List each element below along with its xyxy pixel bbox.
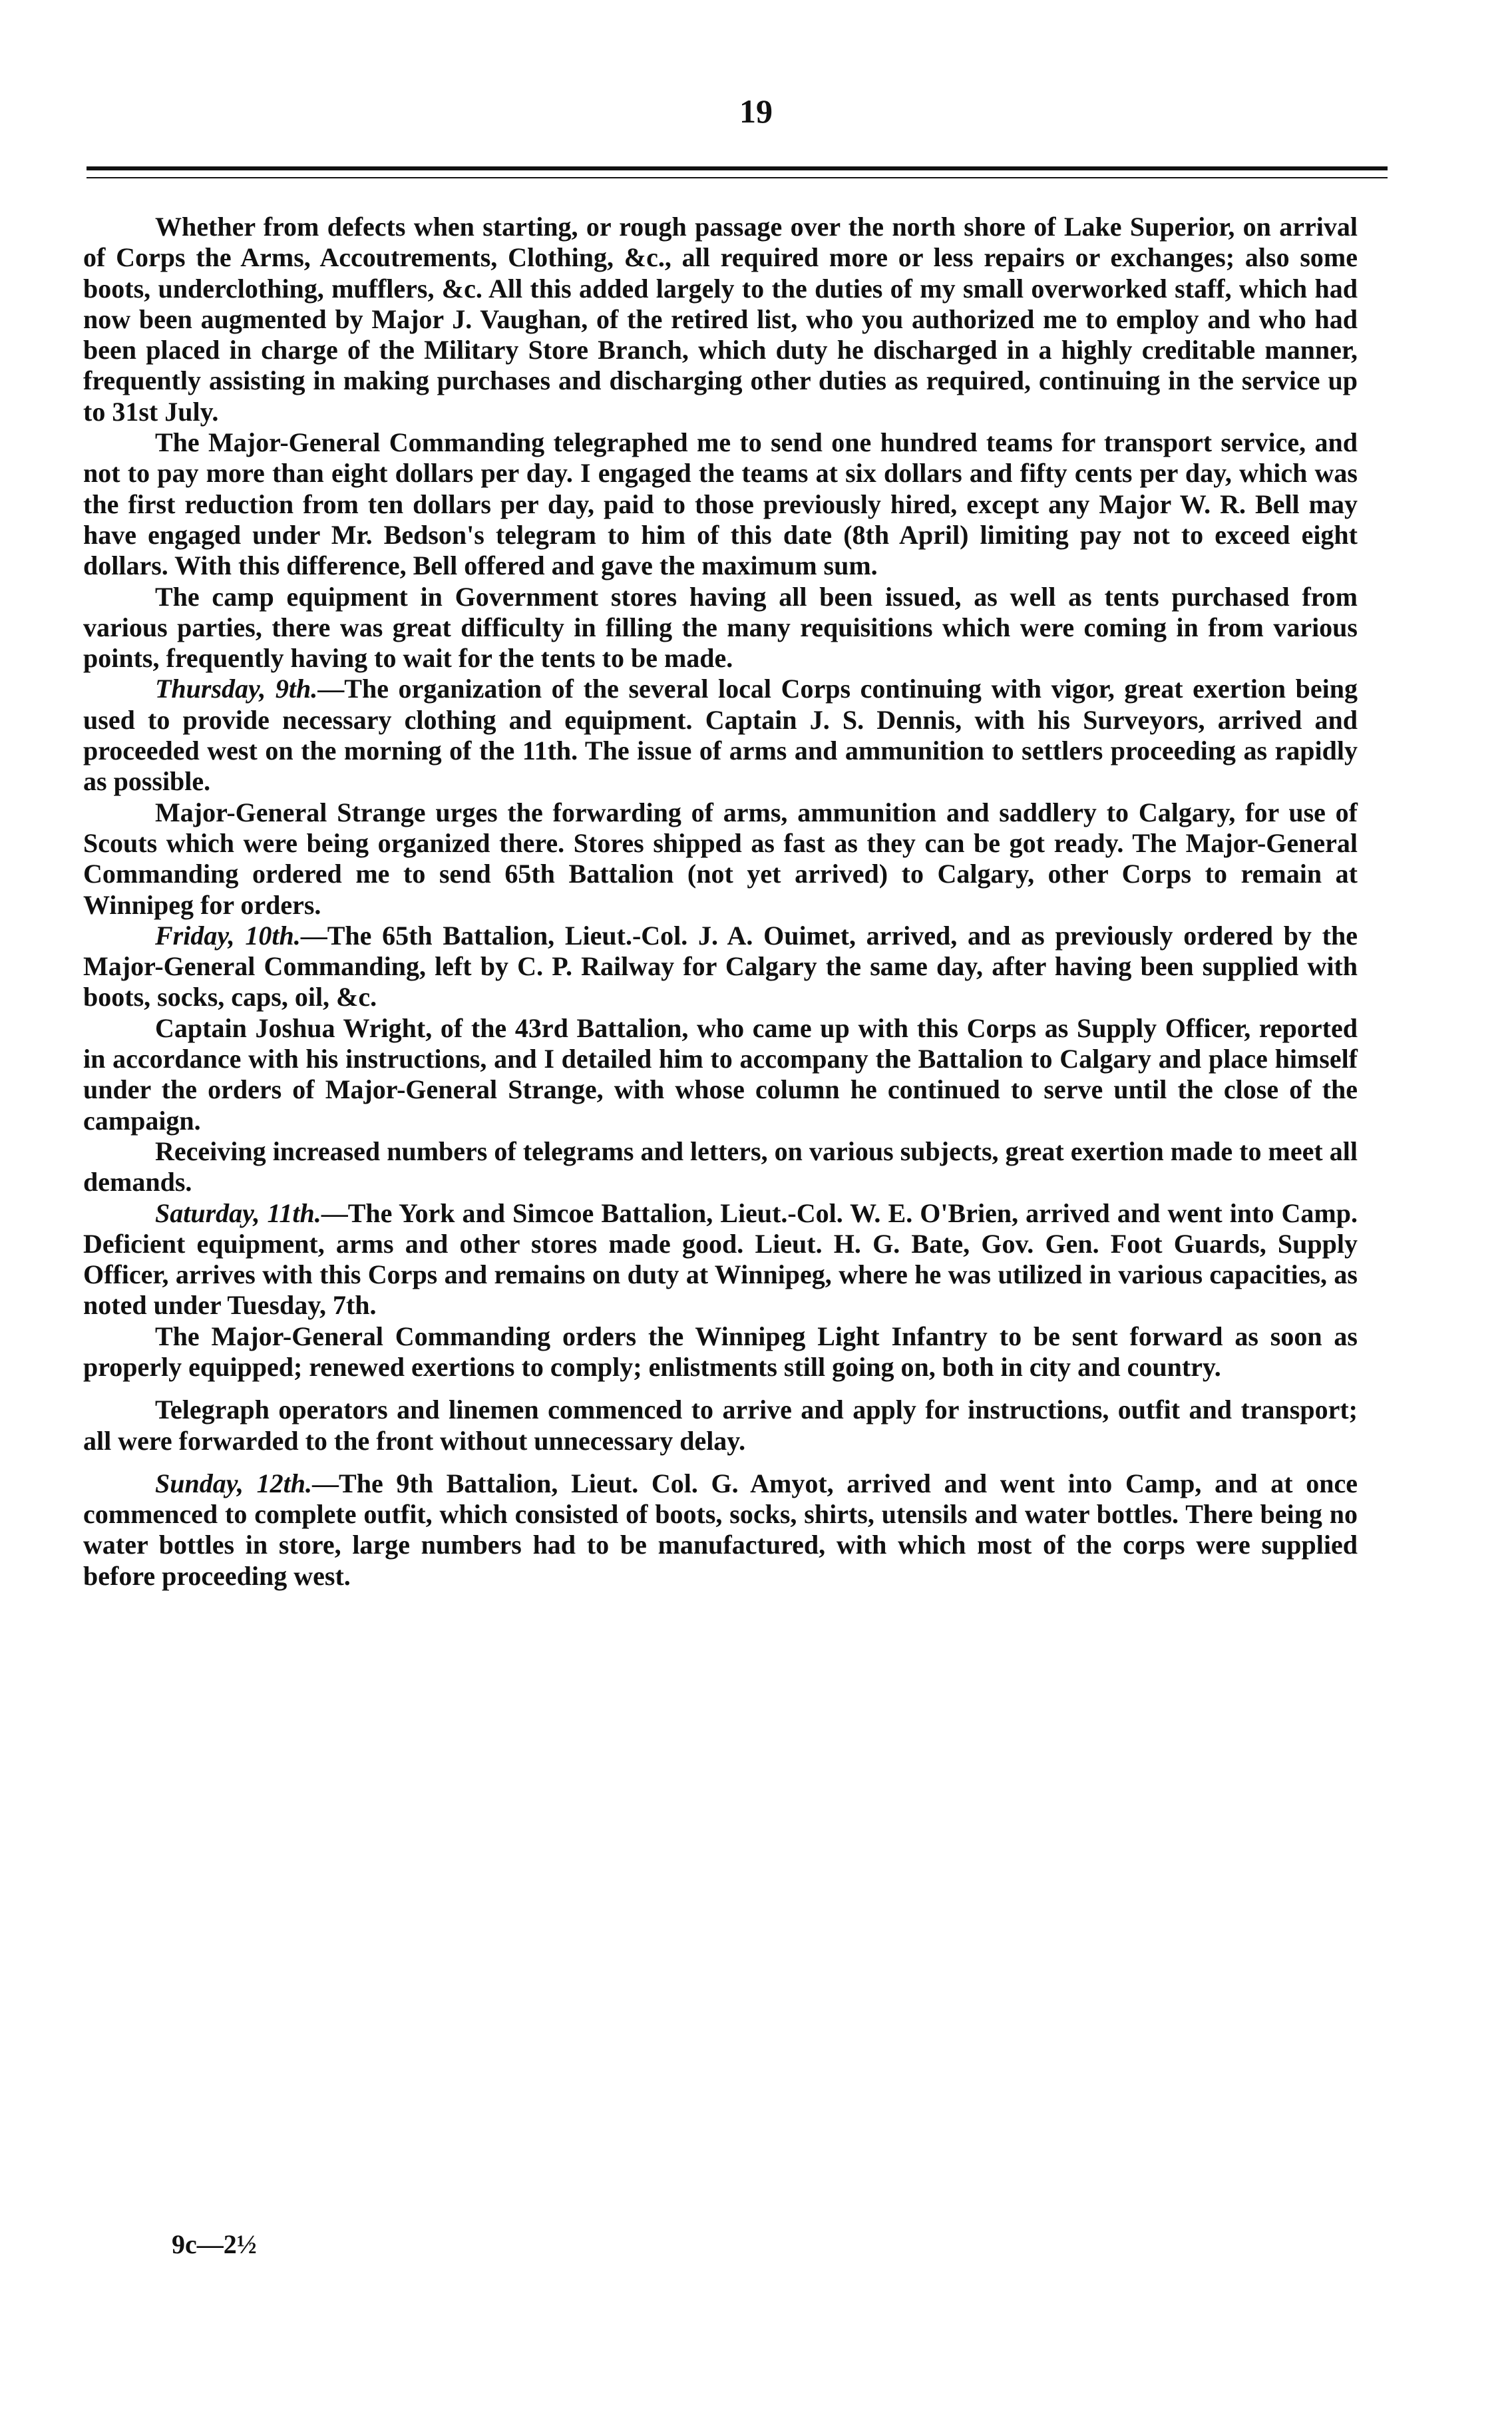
paragraph-text: Captain Joshua Wright, of the 43rd Battalion, who came up with this Corps as Supply Officer, reported in accordance with his instructions, and I detailed him to accompany the Battalion to Calgary and place himself under the orders of Major-General Strange, with whose column he continued to serve until the close of the campaign. [83,1012,1358,1136]
signature-mark: 9c—2½ [172,2229,257,2259]
paragraph-text: The Major-General Commanding orders the Winnipeg Light Infantry to be sent forward as soon as properly equipped; renewed exertions to comply; enlistments still going on, both in city and country. [83,1321,1358,1382]
paragraph-text: Receiving increased numbers of telegrams and letters, on various subjects, great exertion made to meet all demands. [83,1136,1358,1198]
paragraph-8 [83,1136,1358,1198]
paragraph-6 [83,921,1358,1013]
paragraph-text: The Major-General Commanding telegraphed me to send one hundred teams for transport service, and not to pay more than eight dollars per day. I engaged the teams at six dollars and fifty cents per day, which was the first reduction from ten dollars per day, paid to those previously hired, except any Major W. R. Bell may have engaged under Mr. Bedson's telegram to him of this date (8th April) limiting pay not to exceed eight dollars. With this difference, Bell offered and gave the maximum sum. [83,427,1358,581]
page-number: 19 [739,93,773,130]
paragraph-text: —The 9th Battalion, Lieut. Col. G. Amyot, arrived and went into Camp, and at once commenced to complete outfit, which consisted of boots, socks, shirts, utensils and water bottles. There being no water bottles in store, large numbers had to be manufactured, with which most of the corps were supplied before proceeding west. [83,1468,1358,1591]
paragraph-12 [83,1468,1358,1592]
paragraph-text: —The 65th Battalion, Lieut.-Col. J. A. Ouimet, arrived, and as previously ordered by the Major-General Commanding, left by C. P. Railway for Calgary the same day, after having been supplied with boots, socks, caps, oil, &c. [83,920,1358,1012]
paragraph-text: The camp equipment in Government stores having all been issued, as well as tents purchased from various parties, there was great difficulty in filling the many requisitions which were coming in from various points, frequently having to wait for the tents to be made. [83,581,1358,674]
paragraph-text: Major-General Strange urges the forwarding of arms, ammunition and saddlery to Calgary, for use of Scouts which were being organized there. Stores shipped as fast as they can be got ready. The Major-General Commanding ordered me to send 65th Battalion (not yet arrived) to Calgary, other Corps to remain at Winnipeg for orders. [83,797,1358,920]
header-rule-thick [87,166,1388,170]
paragraph-11 [83,1395,1358,1456]
paragraph-3 [83,582,1358,674]
paragraph-9 [83,1198,1358,1321]
paragraph-7 [83,1013,1358,1136]
paragraph-5 [83,797,1358,921]
paragraph-lead: Saturday, 11th. [155,1198,321,1228]
paragraph-lead: Sunday, 12th. [155,1468,313,1498]
paragraph-text: —The York and Simcoe Battalion, Lieut.-Col. W. E. O'Brien, arrived and went into Camp. Deficient equipment, arms and other stores made good. Lieut. H. G. Bate, Gov. Gen. Foot Guards, Supply Officer, arrives with this Corps and remains on duty at Winnipeg, where he was utilized in various capacities, as noted under Tuesday, 7th. [83,1198,1358,1321]
paragraph-text: —The organization of the several local Corps continuing with vigor, great exertion being used to provide necessary clothing and equipment. Captain J. S. Dennis, with his Surveyors, arrived and proceeded west on the morning of the 11th. The issue of arms and ammunition to settlers proceeding as rapidly as possible. [83,674,1358,797]
paragraph-lead: Thursday, 9th. [155,674,318,704]
paragraph-4 [83,674,1358,797]
paragraph-text: Telegraph operators and linemen commenced to arrive and apply for instructions, outfit and transport; all were forwarded to the front without unnecessary delay. [83,1395,1358,1456]
paragraph-2 [83,427,1358,581]
paragraph-10 [83,1321,1358,1383]
paragraph-1 [83,212,1358,427]
header-rule-thin [87,177,1388,178]
body-text [83,212,1358,1592]
paragraph-lead: Friday, 10th. [155,920,301,951]
paragraph-text: Whether from defects when starting, or rough passage over the north shore of Lake Superior, on arrival of Corps the Arms, Accoutrements, Clothing, &c., all required more or less repairs or exchanges; also some boots, underclothing, mufflers, &c. All this added largely to the duties of my small overworked staff, which had now been augmented by Major J. Vaughan, of the retired list, who you authorized me to employ and who had been placed in charge of the Military Store Branch, which duty he discharged in a highly creditable manner, frequently assisting in making purchases and discharging other duties as required, continuing in the service up to 31st July. [83,212,1358,427]
